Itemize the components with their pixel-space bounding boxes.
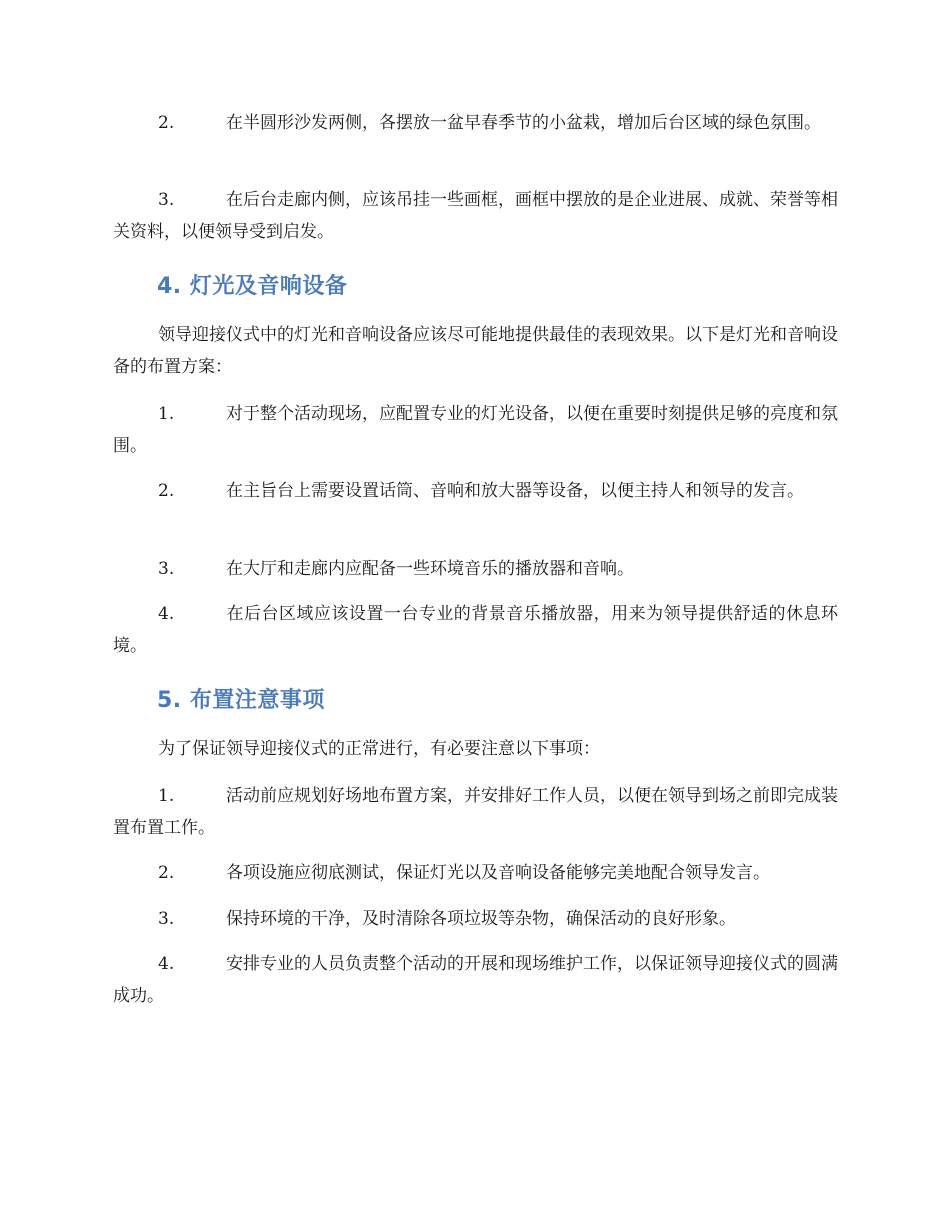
list-text: 活动前应规划好场地布置方案，并安排好工作人员，以便在领导到场之前即完成装置布置工作。 (113, 786, 838, 838)
list-number: 3. (158, 909, 175, 929)
list-number: 4. (158, 954, 175, 974)
list-item (113, 398, 838, 462)
list-text: 在半圆形沙发两侧，各摆放一盆早春季节的小盆栽，增加后台区域的绿色氛围。 (226, 113, 821, 133)
list-item (113, 857, 838, 889)
list-item (113, 184, 838, 248)
list-item (113, 553, 838, 585)
list-number: 4. (158, 604, 175, 624)
list-text: 在主旨台上需要设置话筒、音响和放大器等设备，以便主持人和领导的发言。 (226, 481, 804, 501)
list-number: 3. (158, 559, 175, 579)
section-intro: 领导迎接仪式中的灯光和音响设备应该尽可能地提供最佳的表现效果。以下是灯光和音响设备的布置方案： (113, 325, 838, 377)
list-number: 2. (158, 863, 175, 883)
list-item (113, 903, 838, 935)
list-item (113, 948, 838, 1012)
list-text: 各项设施应彻底测试，保证灯光以及音响设备能够完美地配合领导发言。 (226, 863, 770, 883)
list-item (113, 598, 838, 662)
list-text: 在后台区域应该设置一台专业的背景音乐播放器，用来为领导提供舒适的休息环境。 (113, 604, 838, 656)
list-number: 1. (158, 786, 175, 806)
list-number: 1. (158, 404, 175, 424)
section-intro: 为了保证领导迎接仪式的正常进行，有必要注意以下事项： (158, 739, 600, 759)
list-text: 安排专业的人员负责整个活动的开展和现场维护工作，以保证领导迎接仪式的圆满成功。 (113, 954, 838, 1006)
section-heading: 5. 布置注意事项 (157, 688, 325, 713)
list-text: 保持环境的干净，及时清除各项垃圾等杂物，确保活动的良好形象。 (226, 909, 736, 929)
list-item (113, 780, 838, 844)
list-item (113, 107, 838, 139)
list-item (113, 475, 838, 507)
list-text: 在后台走廊内侧，应该吊挂一些画框，画框中摆放的是企业进展、成就、荣誉等相关资料，以便领导受到启发。 (113, 190, 838, 242)
list-text: 在大厅和走廊内应配备一些环境音乐的播放器和音响。 (226, 559, 634, 579)
list-text: 对于整个活动现场，应配置专业的灯光设备，以便在重要时刻提供足够的亮度和氛围。 (113, 404, 838, 456)
section-heading: 4. 灯光及音响设备 (157, 274, 348, 299)
list-number: 2. (158, 481, 175, 501)
list-number: 2. (158, 113, 175, 133)
list-number: 3. (158, 190, 175, 210)
